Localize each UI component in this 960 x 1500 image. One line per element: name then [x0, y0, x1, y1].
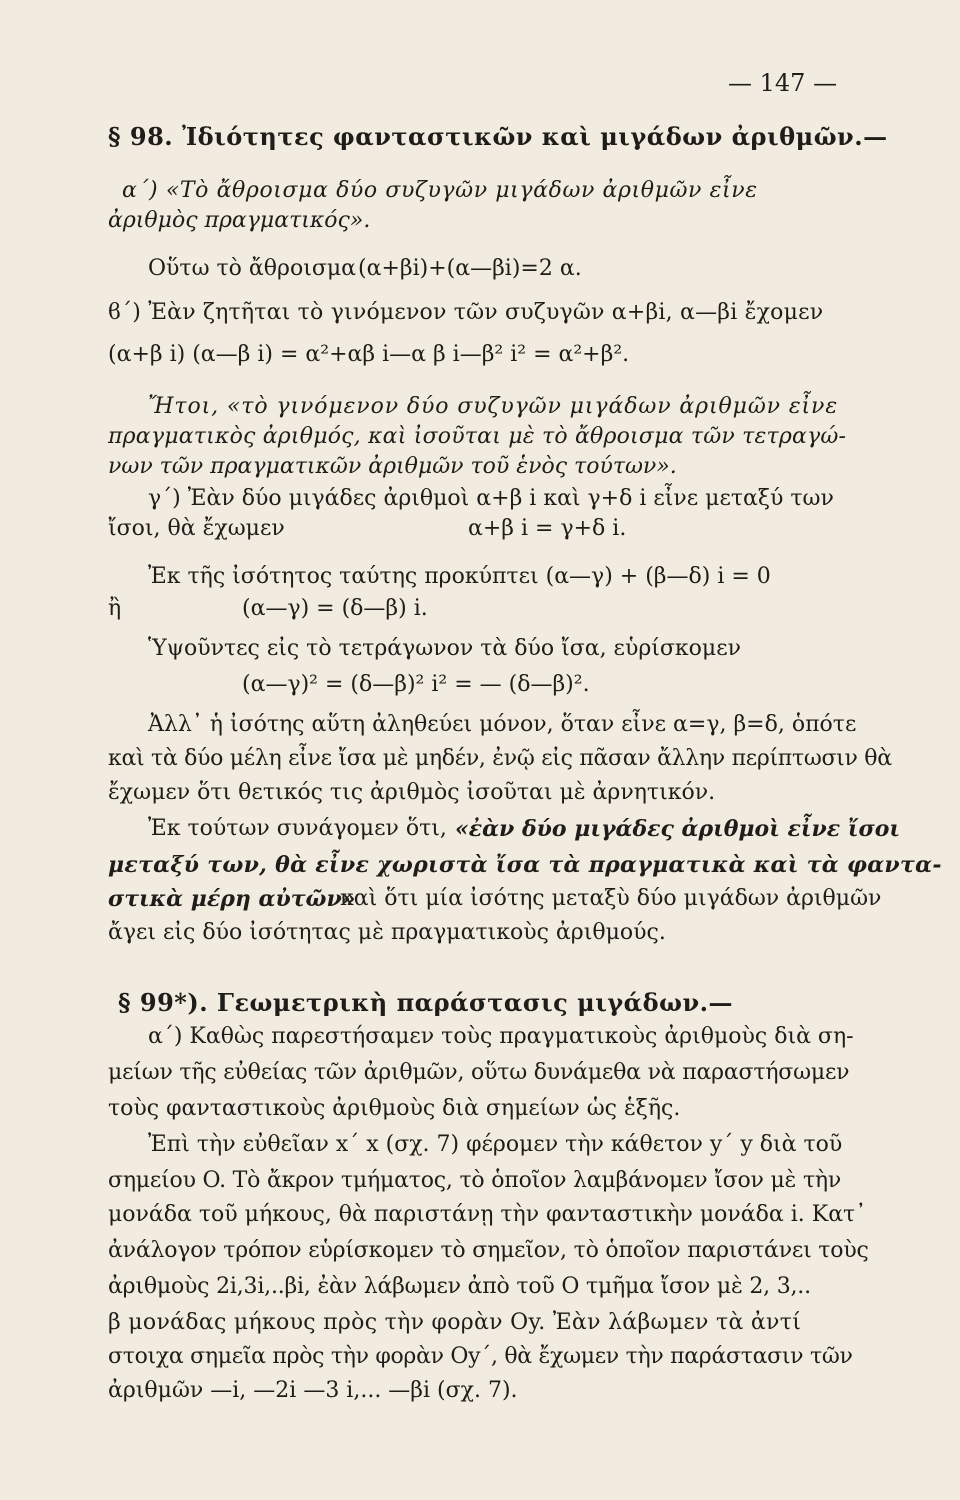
property-c-line-12-quote: στικὰ μέρη αὐτῶν»	[108, 886, 356, 912]
section-99-heading: § 99*). Γεωμετρικὴ παράστασις μιγάδων.—	[118, 988, 733, 1017]
property-c-line-2-text: ἴσοι, θὰ ἔχωμεν	[108, 516, 285, 541]
property-c-line-8: καὶ τὰ δύο μέλη εἶνε ἴσα μὲ μηδέν, ἐνῷ εἰς πᾶσαν ἄλλην περίπτωσιν θὰ	[108, 746, 892, 771]
section-99-line-1: α΄) Καθὼς παρεστήσαμεν τοὺς πραγματικοὺς ἀριθμοὺς διὰ ση-	[148, 1024, 854, 1049]
property-b-line-3: Ἤτοι, «τὸ γινόμενον δύο συζυγῶν μιγάδων ἀριθμῶν εἶνε	[148, 394, 839, 419]
property-c-line-11: μεταξύ των, θὰ εἶνε χωριστὰ ἴσα τὰ πραγματικὰ καὶ τὰ φαντα-	[108, 852, 942, 878]
section-99-line-2: μείων τῆς εὐθείας τῶν ἀριθμῶν, οὕτω δυνάμεθα νὰ παραστήσωμεν	[108, 1060, 850, 1085]
property-c-equation-1: α+β i = γ+δ i.	[468, 516, 627, 541]
property-c-equation-3: (α—γ)² = (δ—β)² i² = — (δ—β)².	[242, 672, 590, 697]
property-b-equation: (α+β i) (α—β i) = α²+αβ i—α β i—β² i² = α²+β².	[108, 342, 630, 367]
property-c-line-12-text: καὶ ὅτι μία ἰσότης μεταξὺ δύο μιγάδων ἀριθμῶν	[340, 886, 882, 911]
section-99-line-3: τοὺς φανταστικοὺς ἀριθμοὺς διὰ σημείων ὡς ἑξῆς.	[108, 1096, 681, 1121]
property-c-equation-2: (α—γ) = (δ—β) i.	[242, 596, 428, 621]
property-b-line-4: πραγματικὸς ἀριθμός, καὶ ἰσοῦται μὲ τὸ ἄθροισμα τῶν τετραγώ-	[108, 424, 847, 449]
property-c-line-13: ἄγει εἰς δύο ἰσότητας μὲ πραγματικοὺς ἀριθμούς.	[108, 920, 666, 945]
section-99-line-10: στοιχα σημεῖα πρὸς τὴν φορὰν Oy΄, θὰ ἔχωμεν τὴν παράστασιν τῶν	[108, 1344, 853, 1369]
section-99-line-5: σημείου O. Τὸ ἄκρον τμήματος, τὸ ὁποῖον λαμβάνομεν ἴσον μὲ τὴν	[108, 1168, 842, 1193]
section-99-line-9: β μονάδας μήκους πρὸς τὴν φορὰν Oy. Ἐὰν λάβωμεν τὰ ἀντί	[108, 1310, 802, 1335]
property-a-line-3-text: Οὕτω τὸ ἄθροισμα	[148, 256, 357, 281]
section-99-line-6: μονάδα τοῦ μήκους, θὰ παριστάνῃ τὴν φανταστικὴν μονάδα i. Κατ᾽	[108, 1202, 867, 1227]
property-a-equation: (α+βi)+(α—βi)=2 α.	[358, 256, 582, 281]
property-a-line-2: ἀριθμὸς πραγματικός».	[108, 208, 371, 233]
section-99-line-4: Ἐπὶ τὴν εὐθεῖαν x΄ x (σχ. 7) φέρομεν τὴν κάθετον y΄ y διὰ τοῦ	[148, 1132, 843, 1157]
section-99-line-11: ἀριθμῶν —i, —2i —3 i,... —βi (σχ. 7).	[108, 1378, 518, 1403]
property-c-line-10-text: Ἐκ τούτων συνάγομεν ὅτι,	[148, 816, 447, 841]
property-c-line-1: γ΄) Ἐὰν δύο μιγάδες ἀριθμοὶ α+β i καὶ γ+δ i εἶνε μεταξύ των	[148, 486, 834, 511]
property-c-line-3: Ἐκ τῆς ἰσότητος ταύτης προκύπτει (α—γ) + (β—δ) i = 0	[148, 564, 771, 589]
property-a-line-1: α΄) «Τὸ ἄθροισμα δύο συζυγῶν μιγάδων ἀριθμῶν εἶνε	[122, 178, 758, 203]
property-c-line-5: Ὑψοῦντες εἰς τὸ τετράγωνον τὰ δύο ἴσα, εὑρίσκομεν	[148, 636, 741, 661]
section-99-line-8: ἀριθμοὺς 2i,3i,..βi, ἐὰν λάβωμεν ἀπὸ τοῦ O τμῆμα ἴσον μὲ 2, 3,..	[108, 1274, 811, 1299]
property-c-line-4-or: ἢ	[108, 596, 122, 621]
property-c-line-7: Ἀλλ᾽ ἡ ἰσότης αὕτη ἀληθεύει μόνον, ὅταν εἶνε α=γ, β=δ, ὁπότε	[148, 712, 857, 737]
property-b-line-5: νων τῶν πραγματικῶν ἀριθμῶν τοῦ ἑνὸς τούτων».	[108, 454, 677, 479]
property-b-line-1: ϐ΄) Ἐὰν ζητῆται τὸ γινόμενον τῶν συζυγῶν α+βi, α—βi ἔχομεν	[108, 300, 824, 325]
page-number: — 147 —	[728, 69, 838, 97]
property-c-line-9: ἔχωμεν ὅτι θετικός τις ἀριθμὸς ἰσοῦται μὲ ἀρνητικόν.	[108, 780, 716, 805]
section-99-line-7: ἀνάλογον τρόπον εὑρίσκομεν τὸ σημεῖον, τὸ ὁποῖον παριστάνει τοὺς	[108, 1238, 869, 1263]
property-c-line-10-quote: «ἐὰν δύο μιγάδες ἀριθμοὶ εἶνε ἴσοι	[455, 816, 901, 842]
section-98-heading: § 98. Ἰδιότητες φανταστικῶν καὶ μιγάδων ἀριθμῶν.—	[108, 122, 888, 151]
